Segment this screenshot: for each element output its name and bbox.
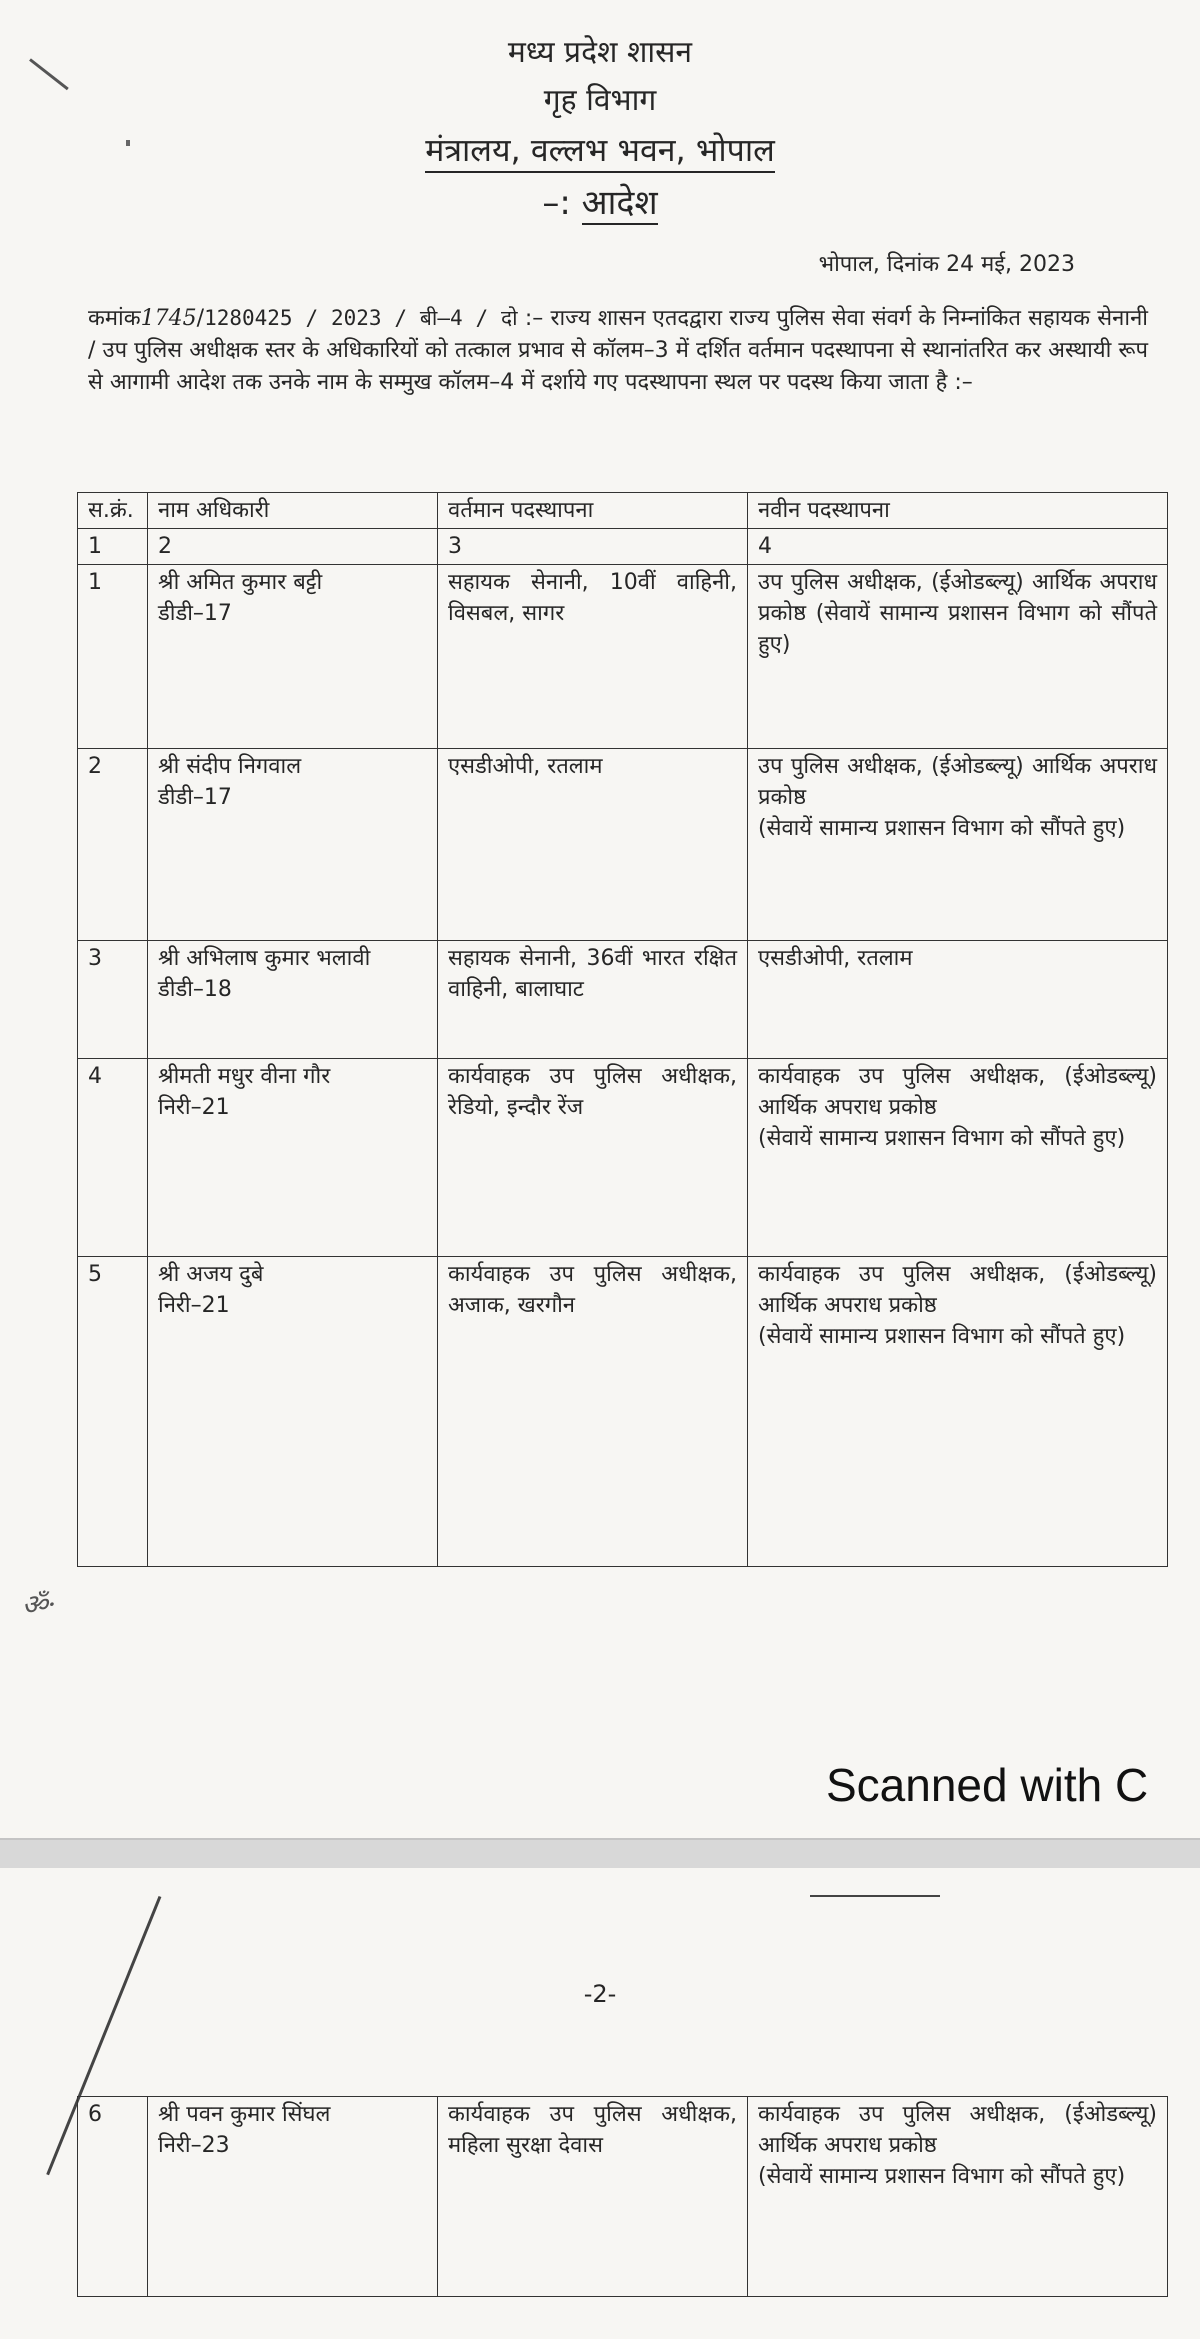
ref-handwritten-number: 1745 <box>140 306 197 331</box>
cell-new-posting: एसडीओपी, रतलाम <box>748 941 1168 1059</box>
pen-stroke-mark <box>810 1895 940 1897</box>
page-number: -2- <box>583 1980 617 2008</box>
new-posting-note: (सेवायें सामान्य प्रशासन विभाग को सौंपते हुए) <box>758 1126 1126 1151</box>
table-row <box>78 2097 1168 2297</box>
cell-name <box>148 565 438 749</box>
cell-name <box>148 1059 438 1257</box>
new-posting-note: (सेवायें सामान्य प्रशासन विभाग को सौंपते हुए) <box>758 2164 1126 2189</box>
officer-code: डीडी–18 <box>158 977 232 1002</box>
officer-name: श्री पवन कुमार सिंघल <box>158 2102 331 2127</box>
ref-label: कमांक <box>88 306 141 331</box>
new-posting-text: कार्यवाहक उप पुलिस अधीक्षक, (ईओडब्ल्यू) आर्थिक अपराध प्रकोष्ठ <box>758 1262 1157 1318</box>
officer-code: डीडी–17 <box>158 785 232 810</box>
order-title <box>0 178 1200 224</box>
col-number: 4 <box>748 529 1168 565</box>
cell-current-posting: कार्यवाहक उप पुलिस अधीक्षक, महिला सुरक्षा देवास <box>438 2097 748 2297</box>
order-prefix: –: <box>542 183 571 223</box>
new-posting-note: (सेवायें सामान्य प्रशासन विभाग को सौंपते हुए) <box>758 1324 1126 1349</box>
col-number: 2 <box>148 529 438 565</box>
transfer-table-continued <box>77 2096 1168 2297</box>
officer-code: निरी–23 <box>158 2133 230 2158</box>
dateline: भोपाल, दिनांक 24 मई, 2023 <box>818 252 1075 277</box>
header-new-posting: नवीन पदस्थापना <box>748 493 1168 529</box>
officer-name: श्री अमित कुमार बट्टी <box>158 570 323 595</box>
transfer-table <box>77 492 1168 1567</box>
cell-name <box>148 941 438 1059</box>
officer-name: श्री अजय दुबे <box>158 1262 264 1287</box>
col-number: 3 <box>438 529 748 565</box>
table-column-number-row <box>78 529 1168 565</box>
header-address: मंत्रालय, वल्लभ भवन, भोपाल <box>0 128 1200 171</box>
table-row <box>78 749 1168 941</box>
cell-new-posting <box>748 1257 1168 1567</box>
ref-number: 1280425 / 2023 / बी–4 / दो <box>204 306 518 330</box>
cell-sno: 5 <box>78 1257 148 1567</box>
header-name: नाम अधिकारी <box>148 493 438 529</box>
handwritten-initials: ॐ· <box>22 1588 57 1621</box>
col-number: 1 <box>78 529 148 565</box>
header-state-government: मध्य प्रदेश शासन <box>507 35 693 70</box>
cell-current-posting: एसडीओपी, रतलाम <box>438 749 748 941</box>
cell-current-posting: कार्यवाहक उप पुलिस अधीक्षक, रेडियो, इन्दौर रेंज <box>438 1059 748 1257</box>
header-sno: स.क्रं. <box>78 493 148 529</box>
new-posting-text: उप पुलिस अधीक्षक, (ईओडब्ल्यू) आर्थिक अपराध प्रकोष्ठ <box>758 754 1157 810</box>
cell-current-posting: सहायक सेनानी, 36वीं भारत रक्षित वाहिनी, बालाघाट <box>438 941 748 1059</box>
cell-new-posting <box>748 749 1168 941</box>
cell-name <box>148 749 438 941</box>
new-posting-note: (सेवायें सामान्य प्रशासन विभाग को सौंपते हुए) <box>758 816 1126 841</box>
officer-code: डीडी–17 <box>158 601 232 626</box>
new-posting-text: कार्यवाहक उप पुलिस अधीक्षक, (ईओडब्ल्यू) आर्थिक अपराध प्रकोष्ठ <box>758 2102 1157 2158</box>
cell-sno: 2 <box>78 749 148 941</box>
table-header-row <box>78 493 1168 529</box>
cell-new-posting <box>748 1059 1168 1257</box>
header-department: गृह विभाग <box>543 83 657 118</box>
cell-new-posting <box>748 2097 1168 2297</box>
officer-name: श्रीमती मधुर वीना गौर <box>158 1064 331 1089</box>
officer-code: निरी–21 <box>158 1293 230 1318</box>
cell-sno: 6 <box>78 2097 148 2297</box>
officer-name: श्री संदीप निगवाल <box>158 754 302 779</box>
cell-sno: 3 <box>78 941 148 1059</box>
header-current-posting: वर्तमान पदस्थापना <box>438 493 748 529</box>
order-intro-paragraph: कमांक1745/1280425 / 2023 / बी–4 / दो :– राज्य शासन एतदद्वारा राज्य पुलिस सेवा संवर्ग के निम्नांकित सहायक सेनानी / उप पुलिस अधीक्षक स्तर के अधिकारियों को तत्काल प्रभाव से कॉलम–3 में दर्शित वर्तमान पदस्थापना से स्थानांतरित कर अस्थायी रूप से आगामी आदेश तक उनके नाम के सम्मुख कॉलम–4 में दर्शाये गए पदस्थापना स्थल पर पदस्थ किया जाता है :– <box>88 306 1148 395</box>
cell-sno: 4 <box>78 1059 148 1257</box>
table-row <box>78 565 1168 749</box>
officer-name: श्री अभिलाष कुमार भलावी <box>158 946 371 971</box>
intro-text: :– राज्य शासन एतदद्वारा राज्य पुलिस सेवा संवर्ग के निम्नांकित सहायक सेनानी / उप पुलिस अधीक्षक स्तर के अधिकारियों को तत्काल प्रभाव से कॉलम–3 में दर्शित वर्तमान पदस्थापना से स्थानांतरित कर अस्थायी रूप से आगामी आदेश तक उनके नाम के सम्मुख कॉलम–4 में दर्शाये गए पदस्थापना स्थल पर पदस्थ किया जाता है :– <box>88 306 1148 395</box>
order-title-text: आदेश <box>581 183 658 223</box>
cell-current-posting: सहायक सेनानी, 10वीं वाहिनी, विसबल, सागर <box>438 565 748 749</box>
cell-new-posting: उप पुलिस अधीक्षक, (ईओडब्ल्यू) आर्थिक अपराध प्रकोष्ठ (सेवायें सामान्य प्रशासन विभाग को सौंपते हुए) <box>748 565 1168 749</box>
table-row <box>78 1059 1168 1257</box>
officer-code: निरी–21 <box>158 1095 230 1120</box>
scanned-with-watermark: Scanned with C <box>826 1759 1149 1811</box>
page-separator <box>0 1838 1200 1870</box>
table-row <box>78 1257 1168 1567</box>
cell-sno: 1 <box>78 565 148 749</box>
new-posting-text: कार्यवाहक उप पुलिस अधीक्षक, (ईओडब्ल्यू) आर्थिक अपराध प्रकोष्ठ <box>758 1064 1157 1120</box>
cell-name <box>148 1257 438 1567</box>
cell-current-posting: कार्यवाहक उप पुलिस अधीक्षक, अजाक, खरगौन <box>438 1257 748 1567</box>
cell-name <box>148 2097 438 2297</box>
table-row <box>78 941 1168 1059</box>
